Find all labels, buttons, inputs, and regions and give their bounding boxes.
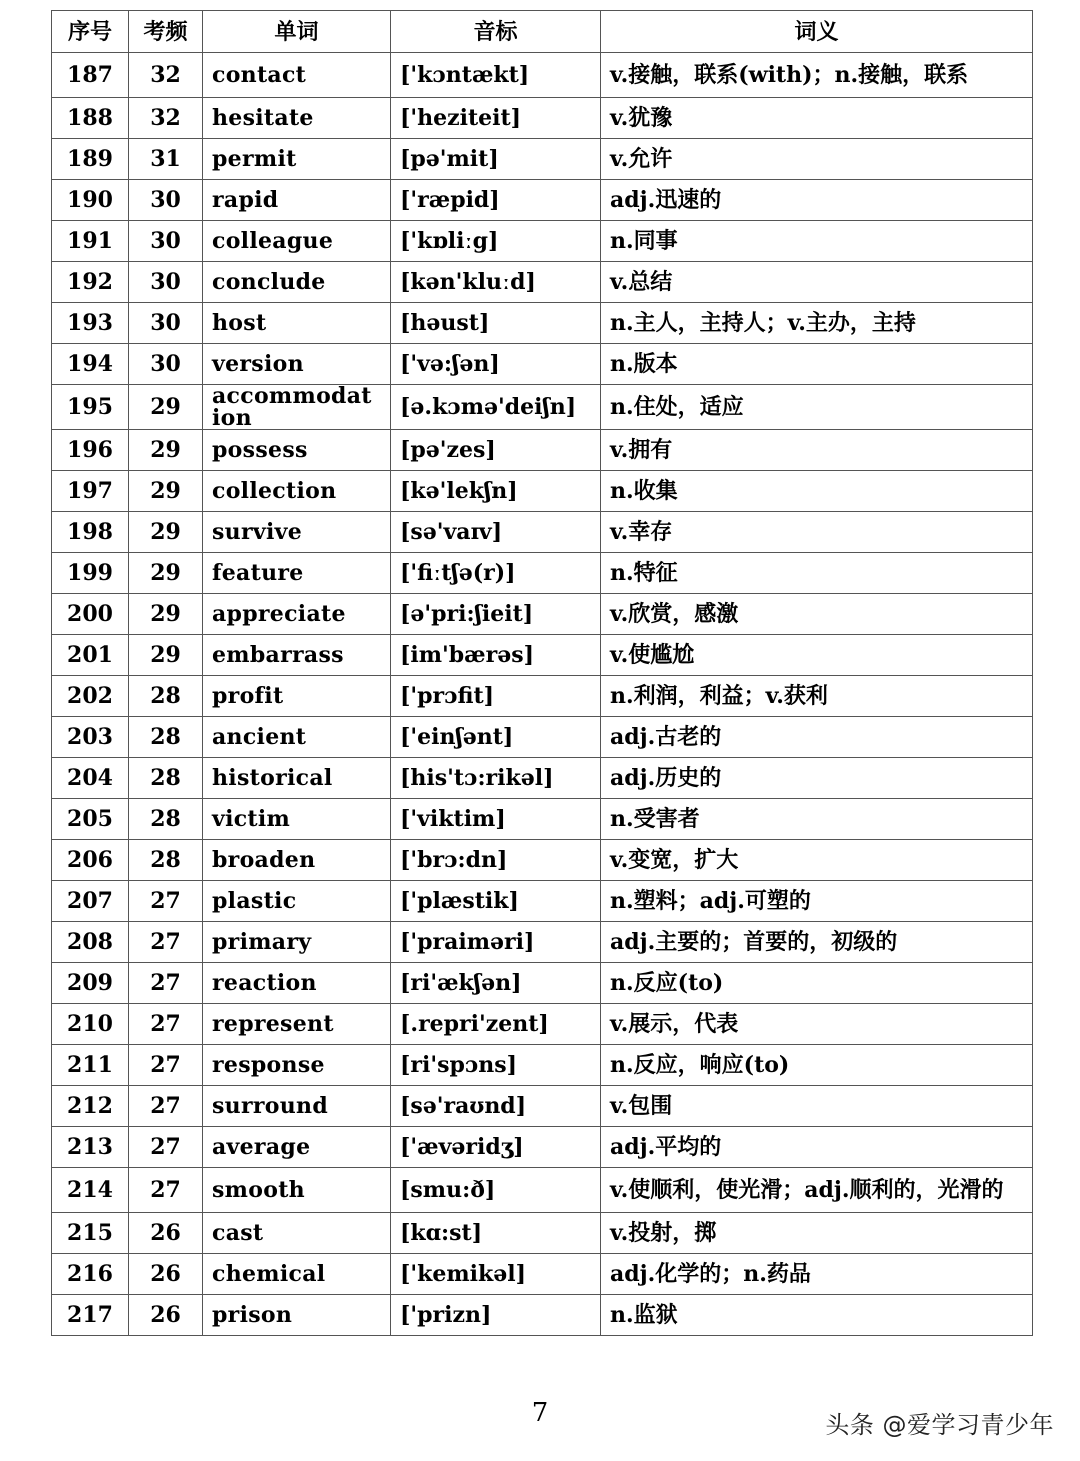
- cell-word: feature: [203, 553, 391, 594]
- cell-frequency: 27: [129, 1086, 203, 1127]
- cell-phonetic: [ə'pri:ʃieit]: [391, 594, 601, 635]
- table-row: [52, 471, 1033, 512]
- cell-word: possess: [203, 430, 391, 471]
- cell-number: 198: [52, 512, 129, 553]
- cell-definition: n.版本: [601, 344, 1033, 385]
- cell-phonetic: ['einʃənt]: [391, 717, 601, 758]
- cell-number: 203: [52, 717, 129, 758]
- table-row: [52, 180, 1033, 221]
- table-row: [52, 303, 1033, 344]
- cell-word: rapid: [203, 180, 391, 221]
- table-row: [52, 635, 1033, 676]
- cell-definition: v.欣赏，感激: [601, 594, 1033, 635]
- cell-definition: n.监狱: [601, 1295, 1033, 1336]
- cell-phonetic: ['viktim]: [391, 799, 601, 840]
- table-row: [52, 676, 1033, 717]
- cell-word: permit: [203, 139, 391, 180]
- vocabulary-table: [51, 10, 1033, 1336]
- table-row: [52, 262, 1033, 303]
- cell-frequency: 28: [129, 840, 203, 881]
- cell-word: represent: [203, 1004, 391, 1045]
- cell-frequency: 30: [129, 221, 203, 262]
- cell-word: smooth: [203, 1168, 391, 1213]
- cell-phonetic: [pə'mit]: [391, 139, 601, 180]
- table-row: [52, 963, 1033, 1004]
- cell-number: 206: [52, 840, 129, 881]
- cell-frequency: 27: [129, 1004, 203, 1045]
- cell-frequency: 30: [129, 180, 203, 221]
- cell-frequency: 29: [129, 385, 203, 430]
- header-frequency: 考频: [129, 11, 203, 53]
- cell-definition: adj.迅速的: [601, 180, 1033, 221]
- header-word: 单词: [203, 11, 391, 53]
- cell-number: 211: [52, 1045, 129, 1086]
- cell-phonetic: [his'tɔ:rikəl]: [391, 758, 601, 799]
- cell-frequency: 26: [129, 1295, 203, 1336]
- cell-phonetic: ['brɔ:dn]: [391, 840, 601, 881]
- cell-word: broaden: [203, 840, 391, 881]
- cell-frequency: 30: [129, 344, 203, 385]
- cell-word: collection: [203, 471, 391, 512]
- header-row: [52, 11, 1033, 53]
- cell-definition: v.投射，掷: [601, 1213, 1033, 1254]
- cell-definition: v.幸存: [601, 512, 1033, 553]
- cell-phonetic: [kɑ:st]: [391, 1213, 601, 1254]
- cell-definition: v.总结: [601, 262, 1033, 303]
- cell-phonetic: [ri'ækʃən]: [391, 963, 601, 1004]
- cell-definition: adj.历史的: [601, 758, 1033, 799]
- cell-phonetic: [sə'vaɪv]: [391, 512, 601, 553]
- cell-number: 208: [52, 922, 129, 963]
- table-row: [52, 344, 1033, 385]
- cell-phonetic: ['ræpid]: [391, 180, 601, 221]
- cell-frequency: 32: [129, 53, 203, 98]
- cell-definition: n.塑料；adj.可塑的: [601, 881, 1033, 922]
- cell-frequency: 27: [129, 922, 203, 963]
- cell-number: 196: [52, 430, 129, 471]
- cell-definition: v.使尴尬: [601, 635, 1033, 676]
- cell-phonetic: [kə'lekʃn]: [391, 471, 601, 512]
- cell-frequency: 26: [129, 1254, 203, 1295]
- table-row: [52, 98, 1033, 139]
- cell-word: conclude: [203, 262, 391, 303]
- table-row: [52, 1045, 1033, 1086]
- table-row: [52, 594, 1033, 635]
- cell-definition: v.变宽，扩大: [601, 840, 1033, 881]
- cell-definition: v.接触，联系(with)；n.接触，联系: [601, 53, 1033, 98]
- cell-definition: n.反应(to): [601, 963, 1033, 1004]
- cell-number: 192: [52, 262, 129, 303]
- table-row: [52, 881, 1033, 922]
- cell-frequency: 29: [129, 471, 203, 512]
- cell-number: 195: [52, 385, 129, 430]
- cell-phonetic: ['plæstik]: [391, 881, 601, 922]
- cell-number: 214: [52, 1168, 129, 1213]
- cell-definition: n.利润，利益；v.获利: [601, 676, 1033, 717]
- cell-word: surround: [203, 1086, 391, 1127]
- cell-phonetic: [kən'kluːd]: [391, 262, 601, 303]
- cell-definition: n.同事: [601, 221, 1033, 262]
- cell-frequency: 29: [129, 512, 203, 553]
- cell-word: contact: [203, 53, 391, 98]
- table-row: [52, 53, 1033, 98]
- header-phonetic: 音标: [391, 11, 601, 53]
- cell-phonetic: ['kemikəl]: [391, 1254, 601, 1295]
- cell-phonetic: [smu:ð]: [391, 1168, 601, 1213]
- table-row: [52, 1254, 1033, 1295]
- table-row: [52, 1168, 1033, 1213]
- table-row: [52, 922, 1033, 963]
- watermark: 头条 @爱学习青少年: [825, 1411, 1054, 1439]
- table-row: [52, 799, 1033, 840]
- cell-definition: adj.古老的: [601, 717, 1033, 758]
- table-row: [52, 758, 1033, 799]
- cell-definition: n.受害者: [601, 799, 1033, 840]
- cell-number: 193: [52, 303, 129, 344]
- cell-frequency: 29: [129, 635, 203, 676]
- cell-number: 210: [52, 1004, 129, 1045]
- cell-frequency: 27: [129, 1168, 203, 1213]
- cell-word: reaction: [203, 963, 391, 1004]
- cell-frequency: 30: [129, 262, 203, 303]
- cell-number: 205: [52, 799, 129, 840]
- cell-phonetic: [ə.kɔmə'deiʃn]: [391, 385, 601, 430]
- cell-definition: n.特征: [601, 553, 1033, 594]
- cell-phonetic: ['praiməri]: [391, 922, 601, 963]
- table-row: [52, 221, 1033, 262]
- table-row: [52, 430, 1033, 471]
- cell-word: embarrass: [203, 635, 391, 676]
- cell-definition: n.反应，响应(to): [601, 1045, 1033, 1086]
- cell-number: 200: [52, 594, 129, 635]
- table-row: [52, 1004, 1033, 1045]
- cell-word: victim: [203, 799, 391, 840]
- table-row: [52, 1295, 1033, 1336]
- cell-phonetic: [.repri'zent]: [391, 1004, 601, 1045]
- cell-frequency: 27: [129, 881, 203, 922]
- cell-phonetic: ['kɔntækt]: [391, 53, 601, 98]
- table-row: [52, 1086, 1033, 1127]
- table-body: [52, 53, 1033, 1336]
- cell-frequency: 31: [129, 139, 203, 180]
- cell-definition: adj.化学的；n.药品: [601, 1254, 1033, 1295]
- cell-definition: v.犹豫: [601, 98, 1033, 139]
- cell-word: chemical: [203, 1254, 391, 1295]
- cell-phonetic: ['və:ʃən]: [391, 344, 601, 385]
- cell-number: 215: [52, 1213, 129, 1254]
- cell-word: survive: [203, 512, 391, 553]
- cell-word: cast: [203, 1213, 391, 1254]
- cell-number: 187: [52, 53, 129, 98]
- cell-number: 213: [52, 1127, 129, 1168]
- cell-definition: v.包围: [601, 1086, 1033, 1127]
- cell-phonetic: ['heziteit]: [391, 98, 601, 139]
- cell-frequency: 29: [129, 594, 203, 635]
- cell-word: prison: [203, 1295, 391, 1336]
- cell-frequency: 28: [129, 758, 203, 799]
- cell-number: 209: [52, 963, 129, 1004]
- cell-phonetic: [pə'zes]: [391, 430, 601, 471]
- cell-frequency: 30: [129, 303, 203, 344]
- cell-number: 207: [52, 881, 129, 922]
- cell-frequency: 27: [129, 963, 203, 1004]
- table-row: [52, 1127, 1033, 1168]
- cell-number: 201: [52, 635, 129, 676]
- cell-word: accommodation: [203, 385, 391, 430]
- cell-number: 190: [52, 180, 129, 221]
- table-row: [52, 840, 1033, 881]
- cell-definition: n.主人，主持人；v.主办，主持: [601, 303, 1033, 344]
- cell-word: host: [203, 303, 391, 344]
- cell-phonetic: [im'bærəs]: [391, 635, 601, 676]
- table-row: [52, 1213, 1033, 1254]
- header-definition: 词义: [601, 11, 1033, 53]
- cell-word: colleague: [203, 221, 391, 262]
- cell-frequency: 28: [129, 676, 203, 717]
- cell-word: historical: [203, 758, 391, 799]
- cell-phonetic: ['fiːtʃə(r)]: [391, 553, 601, 594]
- header-number: 序号: [52, 11, 129, 53]
- cell-definition: v.展示，代表: [601, 1004, 1033, 1045]
- cell-frequency: 32: [129, 98, 203, 139]
- cell-frequency: 27: [129, 1127, 203, 1168]
- cell-phonetic: [ri'spɔns]: [391, 1045, 601, 1086]
- cell-frequency: 27: [129, 1045, 203, 1086]
- cell-definition: n.住处，适应: [601, 385, 1033, 430]
- cell-frequency: 26: [129, 1213, 203, 1254]
- cell-frequency: 28: [129, 799, 203, 840]
- page-number: 7: [531, 1398, 549, 1428]
- cell-phonetic: [sə'raʊnd]: [391, 1086, 601, 1127]
- cell-definition: adj.主要的；首要的，初级的: [601, 922, 1033, 963]
- cell-definition: adj.平均的: [601, 1127, 1033, 1168]
- cell-number: 188: [52, 98, 129, 139]
- cell-number: 194: [52, 344, 129, 385]
- cell-number: 199: [52, 553, 129, 594]
- table-row: [52, 717, 1033, 758]
- cell-number: 197: [52, 471, 129, 512]
- cell-definition: v.允许: [601, 139, 1033, 180]
- cell-phonetic: ['prizn]: [391, 1295, 601, 1336]
- cell-phonetic: ['kɒliːg]: [391, 221, 601, 262]
- cell-word: average: [203, 1127, 391, 1168]
- cell-number: 204: [52, 758, 129, 799]
- cell-phonetic: [həust]: [391, 303, 601, 344]
- cell-number: 212: [52, 1086, 129, 1127]
- cell-frequency: 29: [129, 553, 203, 594]
- cell-definition: v.拥有: [601, 430, 1033, 471]
- cell-definition: v.使顺利，使光滑；adj.顺利的，光滑的: [601, 1168, 1033, 1213]
- cell-word: profit: [203, 676, 391, 717]
- cell-phonetic: ['prɔfit]: [391, 676, 601, 717]
- cell-number: 216: [52, 1254, 129, 1295]
- table-header: [52, 11, 1033, 53]
- table-row: [52, 385, 1033, 430]
- cell-frequency: 29: [129, 430, 203, 471]
- table-row: [52, 139, 1033, 180]
- table-row: [52, 553, 1033, 594]
- cell-number: 189: [52, 139, 129, 180]
- cell-number: 191: [52, 221, 129, 262]
- cell-number: 217: [52, 1295, 129, 1336]
- cell-word: ancient: [203, 717, 391, 758]
- cell-word: version: [203, 344, 391, 385]
- cell-frequency: 28: [129, 717, 203, 758]
- cell-number: 202: [52, 676, 129, 717]
- cell-word: response: [203, 1045, 391, 1086]
- cell-definition: n.收集: [601, 471, 1033, 512]
- cell-word: primary: [203, 922, 391, 963]
- table-row: [52, 512, 1033, 553]
- cell-word: hesitate: [203, 98, 391, 139]
- cell-phonetic: ['ævəridʒ]: [391, 1127, 601, 1168]
- cell-word: plastic: [203, 881, 391, 922]
- cell-word: appreciate: [203, 594, 391, 635]
